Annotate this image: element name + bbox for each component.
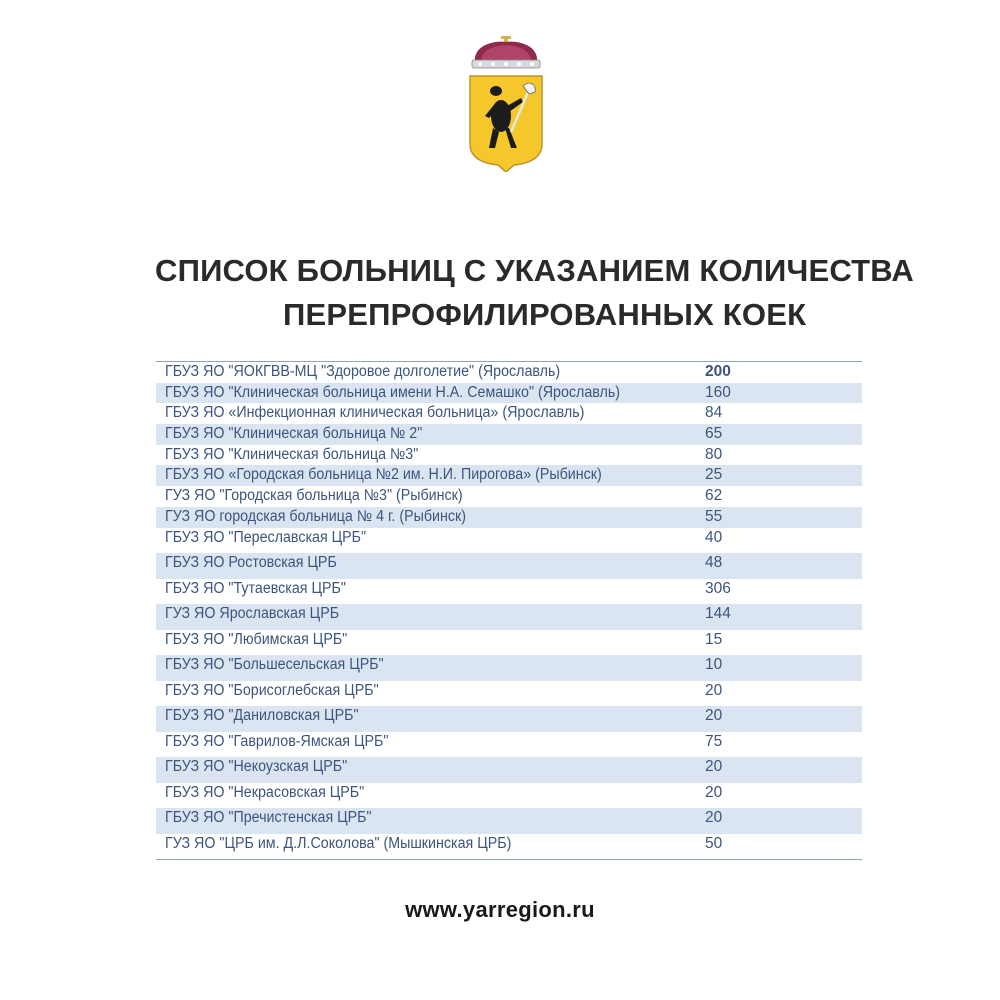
hospital-name: ГБУЗ ЯО "Тутаевская ЦРБ" [165,579,346,597]
bed-count: 84 [705,404,723,422]
table-row [156,486,862,507]
table-row [156,604,862,630]
table-row [156,424,862,445]
bed-count: 20 [705,809,723,826]
bed-count: 10 [705,656,723,673]
bed-count: 306 [705,579,731,597]
table-row [156,757,862,783]
table-row [156,445,862,466]
table-row [156,808,862,834]
bed-count: 55 [705,507,723,525]
title-line-2: ПЕРЕПРОФИЛИРОВАННЫХ КОЕК [283,297,807,332]
hospital-name: ГБУЗ ЯО "Гаврилов-Ямская ЦРБ" [165,732,389,750]
hospital-name: ГБУЗ ЯО "ЯОКГВВ-МЦ "Здоровое долголетие" (Ярославль) [165,363,561,380]
bed-count: 75 [705,732,723,750]
table-row [156,465,862,486]
bed-count: 20 [705,783,723,801]
bed-count: 62 [705,487,723,505]
table-row [156,706,862,732]
bed-count: 200 [705,363,731,380]
bed-count: 50 [705,834,723,852]
bed-count: 20 [705,758,723,775]
table-row [156,655,862,681]
hospital-name: ГУЗ ЯО Ярославская ЦРБ [165,605,340,622]
bed-count: 20 [705,707,723,724]
hospital-name: ГБУЗ ЯО "Переславская ЦРБ" [165,528,367,546]
bed-count: 25 [705,466,723,484]
table-row [156,732,862,758]
bed-count: 65 [705,425,723,443]
table-row [156,553,862,579]
hospital-name: ГБУЗ ЯО "Клиническая больница № 2" [165,425,423,443]
hospital-name: ГУЗ ЯО "Городская больница №3" (Рыбинск) [165,487,463,505]
table-row [156,783,862,809]
bed-count: 40 [705,528,723,546]
hospital-name: ГБУЗ ЯО "Пречистенская ЦРБ" [165,809,372,826]
table-row [156,579,862,605]
hospital-name: ГБУЗ ЯО "Даниловская ЦРБ" [165,707,359,724]
table-row [156,528,862,554]
table-row [156,403,862,424]
website-link[interactable]: www.yarregion.ru [405,897,595,922]
coat-of-arms-icon [463,36,549,172]
hospital-name: ГБУЗ ЯО «Инфекционная клиническая больница» (Ярославль) [165,404,585,422]
bed-count: 20 [705,681,723,699]
table-row [156,681,862,707]
bed-count: 160 [705,383,731,401]
table-row [156,630,862,656]
crown-icon [472,36,540,68]
bed-count: 144 [705,605,731,622]
table-row [156,362,862,383]
hospital-name: ГБУЗ ЯО "Любимская ЦРБ" [165,630,348,648]
table-row [156,507,862,528]
bed-count: 15 [705,630,723,648]
hospital-name: ГУЗ ЯО "ЦРБ им. Д.Л.Соколова" (Мышкинская ЦРБ) [165,834,512,852]
hospital-name: ГБУЗ ЯО "Клиническая больница №3" [165,445,419,463]
hospital-name: ГБУЗ ЯО Ростовская ЦРБ [165,554,337,571]
table-row [156,834,862,860]
hospital-name: ГБУЗ ЯО "Борисоглебская ЦРБ" [165,681,379,699]
hospital-name: ГБУЗ ЯО "Некоузская ЦРБ" [165,758,348,775]
hospital-table [156,361,862,860]
bed-count: 80 [705,445,723,463]
title-line-1: СПИСОК БОЛЬНИЦ С УКАЗАНИЕМ КОЛИЧЕСТВА [155,253,914,288]
hospital-name: ГБУЗ ЯО «Городская больница №2 им. Н.И. Пирогова» (Рыбинск) [165,466,602,484]
hospital-name: ГБУЗ ЯО "Большесельская ЦРБ" [165,656,384,673]
bed-count: 48 [705,554,723,571]
hospital-name: ГБУЗ ЯО "Некрасовская ЦРБ" [165,783,365,801]
hospital-name: ГУЗ ЯО городская больница № 4 г. (Рыбинск) [165,507,466,525]
table-row [156,383,862,404]
hospital-name: ГБУЗ ЯО "Клиническая больница имени Н.А. Семашко" (Ярославль) [165,383,621,401]
